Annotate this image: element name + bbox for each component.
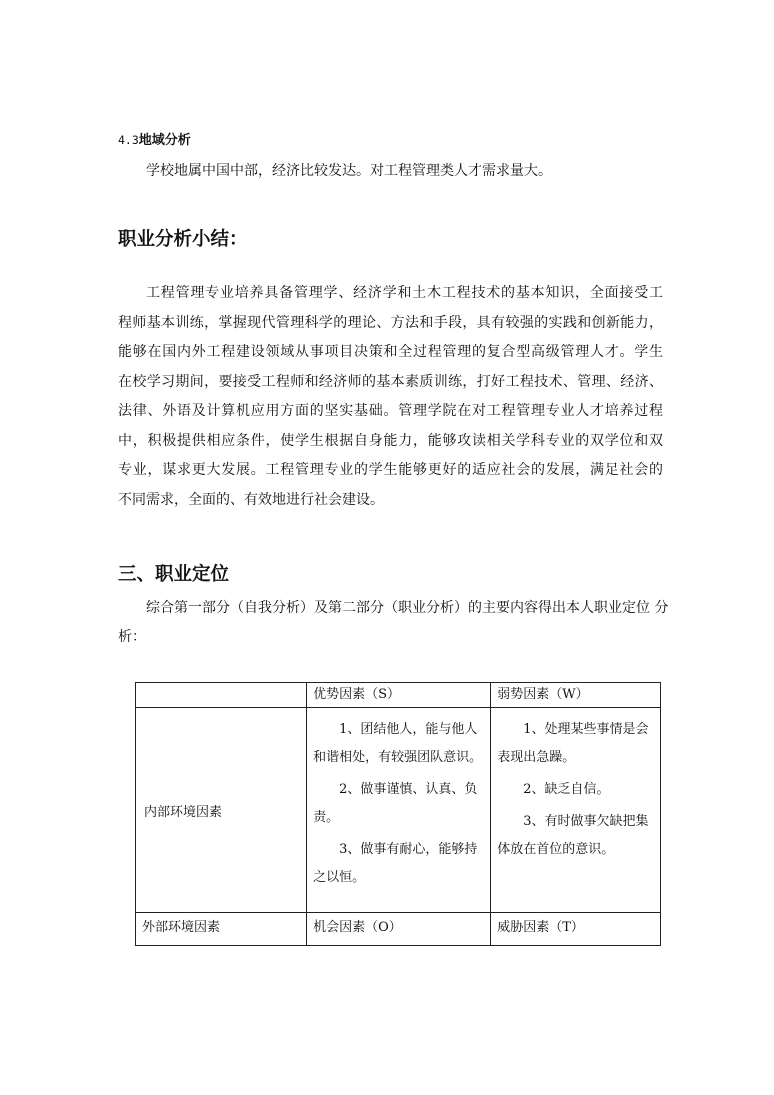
weakness-text: 1、处理某些事情是会表现出急躁。 bbox=[497, 722, 649, 765]
strength-text: 2、做事谨慎、认真、负责。 bbox=[313, 782, 478, 825]
summary-line: 在校学习期间，要接受工程师和经济师的基本素质训练，打好工程技术、管理、经济、 bbox=[118, 373, 663, 390]
summary-line: 不同需求，全面的、有效地进行社会建设。 bbox=[118, 491, 384, 508]
table-row bbox=[136, 913, 661, 946]
internal-factors-label: 内部环境因素 bbox=[136, 708, 307, 913]
summary-line: 工程管理专业培养具备管理学、经济学和土木工程技术的基本知识，全面接受工 bbox=[146, 285, 663, 301]
threats-header: 威胁因素（T） bbox=[491, 913, 661, 946]
list-item bbox=[497, 808, 654, 864]
weakness-text: 2、缺乏自信。 bbox=[523, 782, 610, 797]
external-factors-label: 外部环境因素 bbox=[136, 913, 307, 946]
table-row bbox=[136, 683, 661, 708]
strength-text: 1、团结他人，能与他人和谐相处，有较强团队意识。 bbox=[313, 722, 483, 765]
list-item bbox=[313, 716, 484, 772]
section-title: 地域分析 bbox=[138, 133, 191, 148]
opportunities-header: 机会因素（O） bbox=[307, 913, 491, 946]
table-row bbox=[136, 708, 661, 913]
section-3-text-line: 析： bbox=[118, 629, 146, 645]
summary-line: 法律、外语及计算机应用方面的坚实基础。管理学院在对工程管理专业人才培养过程 bbox=[118, 403, 663, 419]
empty-header-cell bbox=[136, 683, 307, 708]
summary-paragraph bbox=[118, 281, 663, 517]
summary-line: 中，积极提供相应条件，使学生根据自身能力，能够攻读相关学科专业的双学位和双 bbox=[118, 432, 663, 449]
strengths-cell bbox=[307, 708, 491, 913]
section-43-heading bbox=[118, 129, 191, 148]
list-item bbox=[497, 776, 654, 804]
section-3-heading: 三、职业定位 bbox=[118, 564, 230, 585]
list-item bbox=[497, 716, 654, 772]
summary-line: 专业，谋求更大发展。工程管理专业的学生能够更好的适应社会的发展，满足社会的 bbox=[118, 462, 663, 478]
summary-line: 能够在国内外工程建设领域从事项目决策和全过程管理的复合型高级管理人才。学生 bbox=[118, 344, 663, 360]
regional-analysis-text: 学校地属中国中部，经济比较发达。对工程管理类人才需求量大。 bbox=[146, 163, 552, 179]
weaknesses-header: 弱势因素（W） bbox=[491, 683, 661, 708]
section-number: 4.3 bbox=[118, 133, 139, 147]
swot-table bbox=[135, 682, 661, 946]
strength-text: 3、做事有耐心，能够持之以恒。 bbox=[313, 842, 478, 885]
list-item bbox=[313, 836, 484, 892]
summary-line: 程师基本训练，掌握现代管理科学的理论、方法和手段，具有较强的实践和创新能力， bbox=[118, 314, 663, 331]
list-item bbox=[313, 776, 484, 832]
section-3-text-line: 综合第一部分（自我分析）及第二部分（职业分析）的主要内容得出本人职业定位 分 bbox=[146, 600, 669, 616]
weaknesses-cell bbox=[491, 708, 661, 913]
strengths-header: 优势因素（S） bbox=[307, 683, 491, 708]
weakness-text: 3、有时做事欠缺把集体放在首位的意识。 bbox=[497, 814, 649, 857]
summary-heading: 职业分析小结： bbox=[118, 229, 248, 250]
